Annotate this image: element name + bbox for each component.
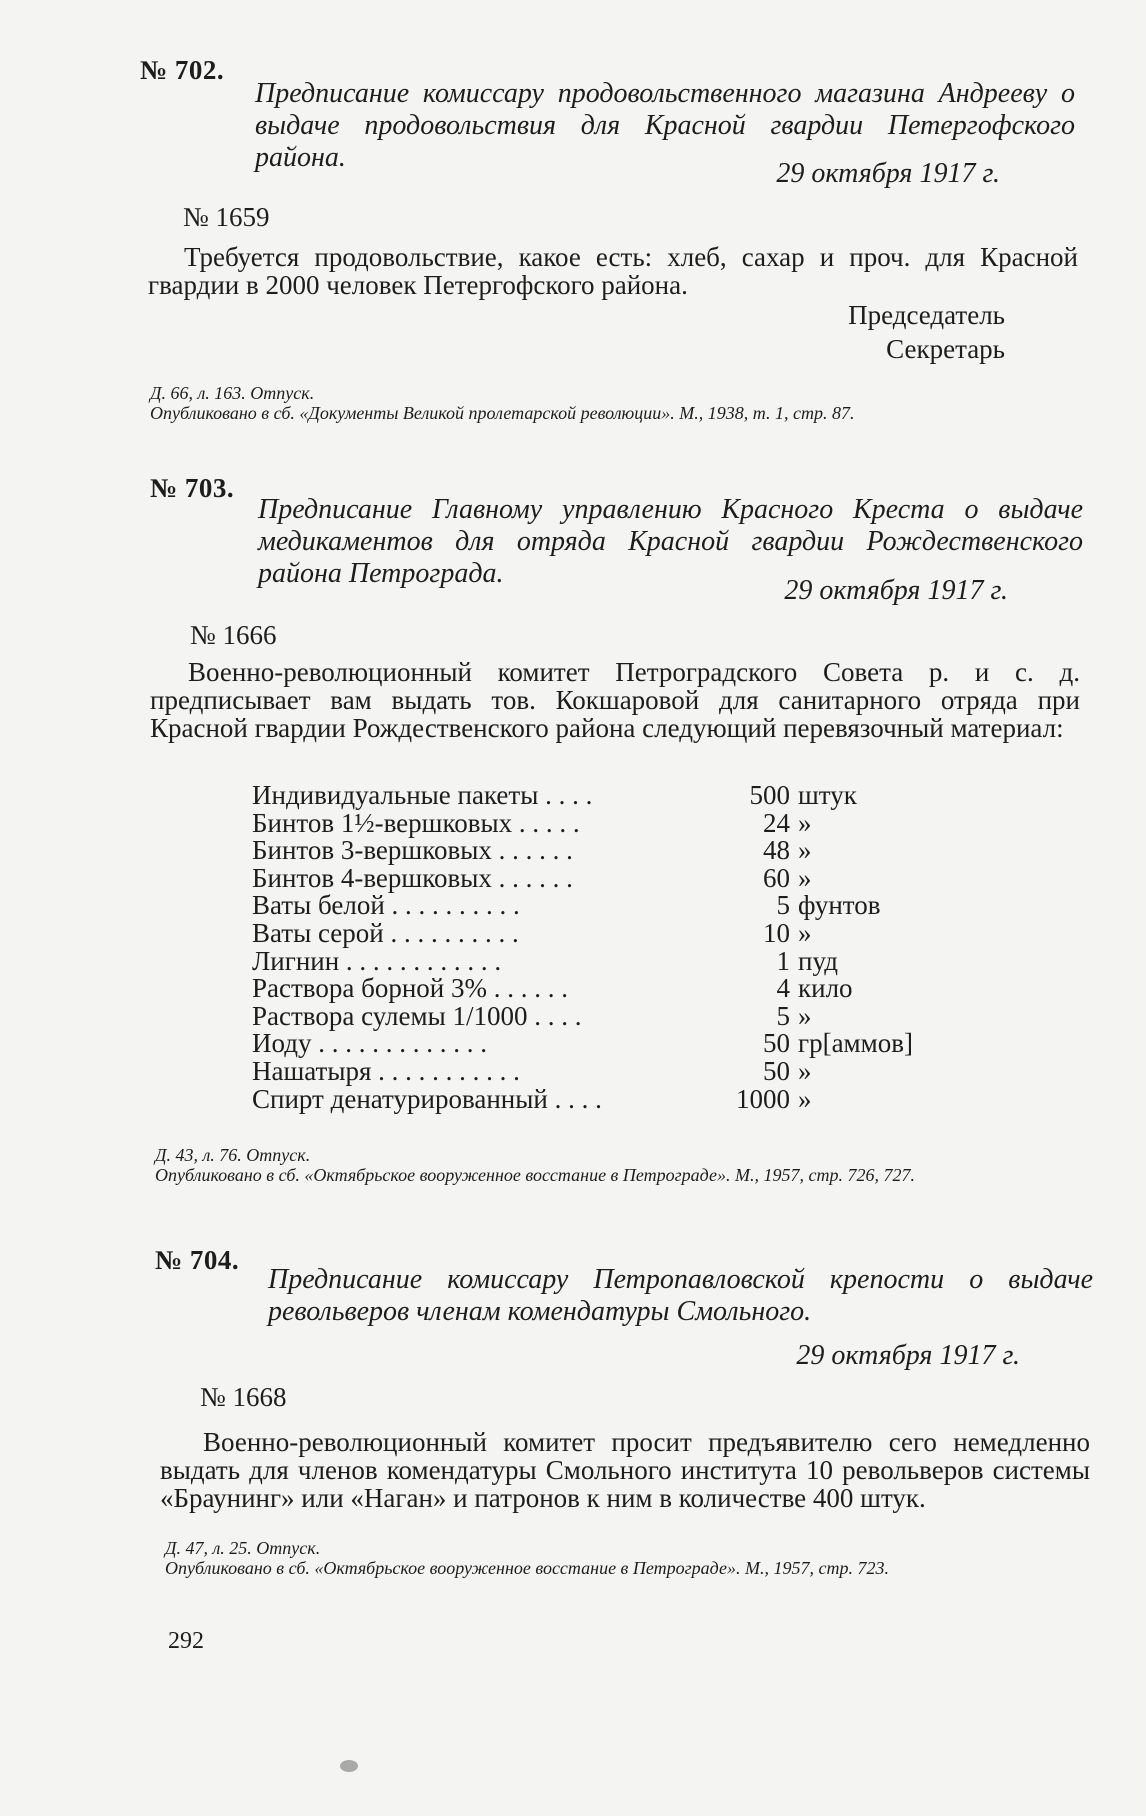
item-unit: фунтов	[798, 890, 881, 921]
item-unit: »	[798, 917, 812, 948]
table-row	[252, 890, 932, 921]
document-title-702: Предписание комиссару продовольственного магазина Андрееву о выдаче продовольствия для Красной гвардии Петергофского района.	[255, 78, 1075, 173]
table-row	[252, 808, 932, 836]
archive-reference-702: Д. 66, л. 163. Отпуск.	[150, 383, 315, 403]
item-unit: »	[798, 1083, 812, 1114]
item-quantity: 5	[776, 1000, 790, 1031]
item-name: Раствора сулемы 1/1000 . . . .	[252, 1000, 582, 1031]
table-row	[252, 1056, 932, 1084]
document-date-704: 29 октября 1917 г.	[796, 1340, 1020, 1371]
document-number-704: № 704.	[155, 1245, 240, 1275]
item-quantity: 24	[763, 807, 790, 838]
item-name: Индивидуальные пакеты . . . .	[252, 780, 593, 810]
item-unit: »	[798, 862, 812, 893]
table-row	[252, 918, 932, 946]
outgoing-number-1666: № 1666	[190, 620, 277, 650]
archive-reference-704: Д. 47, л. 25. Отпуск.	[165, 1538, 321, 1558]
item-name: Бинтов 3-вершковых . . . . . .	[252, 835, 573, 866]
page-number: 292	[168, 1628, 204, 1654]
item-unit: »	[798, 807, 812, 838]
item-unit: »	[798, 835, 812, 866]
item-quantity: 5	[776, 890, 790, 921]
document-title-703: Предписание Главному управлению Красного Креста о выдаче медикаментов для отряда Красной гвардии Рождественского района Петрограда.	[258, 494, 1083, 589]
item-name: Ваты белой . . . . . . . . . .	[252, 890, 520, 921]
table-row	[252, 1028, 932, 1059]
document-date-702: 29 октября 1917 г.	[776, 158, 1000, 189]
outgoing-number-1659: № 1659	[183, 202, 270, 232]
item-unit: пуд	[798, 945, 838, 976]
source-note-702	[150, 383, 1090, 423]
item-unit: »	[798, 1000, 812, 1031]
item-name: Иоду . . . . . . . . . . . . .	[252, 1028, 487, 1059]
table-row	[252, 780, 932, 808]
table-row	[252, 1084, 932, 1112]
document-title-704: Предписание комиссару Петропавловской крепости о выдаче револьверов членам комендатуры Смольного.	[268, 1264, 1093, 1327]
table-row	[252, 1001, 932, 1029]
item-quantity: 48	[763, 835, 790, 866]
item-name: Нашатыря . . . . . . . . . . .	[252, 1055, 520, 1086]
table-row	[252, 946, 932, 974]
item-quantity: 500	[749, 780, 790, 810]
publication-reference-703: Опубликовано в сб. «Октябрьское вооруженное восстание в Петрограде». М., 1957, стр. 726, 727.	[155, 1165, 915, 1185]
document-body-704: Военно-революционный комитет просит предъявителю сего немедленно выдать для членов комендатуры Смольного института 10 револьверов системы «Браунинг» или «Наган» и патронов к ним в количестве 400 штук.	[160, 1427, 1090, 1513]
item-quantity: 10	[763, 917, 790, 948]
document-body-702: Требуется продовольствие, какое есть: хлеб, сахар и проч. для Красной гвардии в 2000 человек Петергофского района.	[148, 242, 1078, 300]
signature-chairman: Председатель	[848, 300, 1005, 330]
item-quantity: 60	[763, 862, 790, 893]
item-name: Бинтов 4-вершковых . . . . . .	[252, 862, 573, 893]
document-body-703: Военно-революционный комитет Петроградского Совета р. и с. д. предписывает вам выдать тов. Кокшаровой для санитарного отряда при Красной гвардии Рождественского района следующий перевязочный материал:	[150, 657, 1080, 743]
item-quantity: 1000	[736, 1083, 790, 1114]
item-quantity: 1	[776, 945, 790, 976]
item-name: Лигнин . . . . . . . . . . . .	[252, 945, 502, 976]
item-name: Раствора борной 3% . . . . . .	[252, 973, 568, 1004]
item-unit: штук	[798, 780, 857, 810]
document-number-702: № 702.	[140, 55, 225, 85]
document-date-703: 29 октября 1917 г.	[784, 575, 1008, 606]
table-row	[252, 863, 932, 891]
item-quantity: 50	[763, 1055, 790, 1086]
ink-smudge	[340, 1760, 358, 1772]
item-unit: кило	[798, 973, 853, 1004]
source-note-703	[155, 1145, 1095, 1185]
item-name: Спирт денатурированный . . . .	[252, 1083, 602, 1114]
item-quantity: 4	[776, 973, 790, 1004]
document-number-703: № 703.	[150, 473, 235, 503]
item-name: Бинтов 1½-вершковых . . . . .	[252, 807, 580, 838]
table-row	[252, 835, 932, 866]
item-name: Ваты серой . . . . . . . . . .	[252, 917, 519, 948]
item-quantity: 50	[763, 1028, 790, 1059]
signature-block-702	[705, 298, 1005, 366]
item-unit: »	[798, 1055, 812, 1086]
publication-reference-704: Опубликовано в сб. «Октябрьское вооруженное восстание в Петрограде». М., 1957, стр. 723.	[165, 1558, 889, 1578]
source-note-704	[165, 1538, 1105, 1578]
archive-reference-703: Д. 43, л. 76. Отпуск.	[155, 1145, 311, 1165]
signature-secretary: Секретарь	[886, 334, 1005, 364]
item-unit: гр[аммов]	[798, 1028, 913, 1059]
outgoing-number-1668: № 1668	[200, 1382, 287, 1412]
dressing-materials-table	[252, 780, 932, 1114]
table-row	[252, 973, 932, 1004]
publication-reference-702: Опубликовано в сб. «Документы Великой пролетарской революции». М., 1938, т. 1, стр. 87.	[150, 403, 855, 423]
